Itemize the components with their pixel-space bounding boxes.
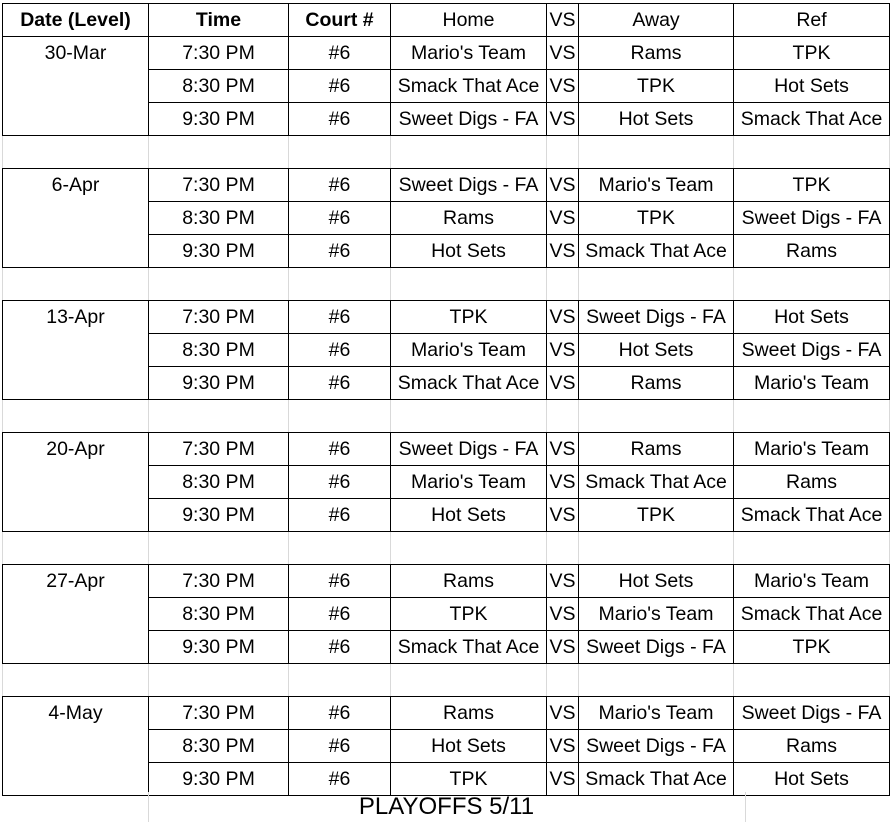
table-row — [3, 433, 890, 466]
home-cell: Sweet Digs - FA — [391, 169, 547, 202]
table-row — [3, 631, 890, 664]
vs-cell: VS — [547, 763, 579, 796]
table-row — [3, 466, 890, 499]
spacer-row — [3, 664, 890, 697]
home-cell: Smack That Ace — [391, 631, 547, 664]
time-cell: 8:30 PM — [149, 598, 289, 631]
spacer-cell — [391, 400, 547, 433]
home-cell: Mario's Team — [391, 334, 547, 367]
vs-cell: VS — [547, 334, 579, 367]
spacer-cell — [547, 664, 579, 697]
vs-cell: VS — [547, 367, 579, 400]
away-cell: Mario's Team — [579, 598, 734, 631]
court-cell: #6 — [289, 466, 391, 499]
date-cell — [3, 598, 149, 631]
spacer-cell — [579, 268, 734, 301]
ref-cell: Smack That Ace — [734, 103, 890, 136]
court-cell: #6 — [289, 334, 391, 367]
date-cell — [3, 70, 149, 103]
header-ref: Ref — [734, 4, 890, 37]
spacer-cell — [289, 400, 391, 433]
schedule-table — [2, 3, 890, 796]
spacer-cell — [3, 268, 149, 301]
ref-cell: Mario's Team — [734, 565, 890, 598]
away-cell: TPK — [579, 499, 734, 532]
time-cell: 7:30 PM — [149, 37, 289, 70]
away-cell: Smack That Ace — [579, 235, 734, 268]
home-cell: Rams — [391, 697, 547, 730]
court-cell: #6 — [289, 70, 391, 103]
home-cell: Hot Sets — [391, 730, 547, 763]
spacer-row — [3, 532, 890, 565]
away-cell: Smack That Ace — [579, 466, 734, 499]
away-cell: Rams — [579, 37, 734, 70]
court-cell: #6 — [289, 598, 391, 631]
ref-cell: Mario's Team — [734, 367, 890, 400]
time-cell: 9:30 PM — [149, 631, 289, 664]
spacer-cell — [579, 664, 734, 697]
spacer-cell — [149, 532, 289, 565]
court-cell: #6 — [289, 103, 391, 136]
spacer-cell — [289, 532, 391, 565]
vs-cell: VS — [547, 169, 579, 202]
table-row — [3, 697, 890, 730]
spacer-row — [3, 136, 890, 169]
table-row — [3, 103, 890, 136]
home-cell: Smack That Ace — [391, 367, 547, 400]
date-cell: 4-May — [3, 697, 149, 730]
time-cell: 9:30 PM — [149, 367, 289, 400]
table-row — [3, 70, 890, 103]
spacer-cell — [579, 532, 734, 565]
date-cell — [3, 763, 149, 796]
time-cell: 9:30 PM — [149, 499, 289, 532]
date-cell: 20-Apr — [3, 433, 149, 466]
date-cell: 30-Mar — [3, 37, 149, 70]
ref-cell: TPK — [734, 631, 890, 664]
table-row — [3, 499, 890, 532]
spacer-cell — [734, 532, 890, 565]
spacer-cell — [547, 268, 579, 301]
table-row — [3, 334, 890, 367]
away-cell: Rams — [579, 367, 734, 400]
court-cell: #6 — [289, 202, 391, 235]
spacer-cell — [289, 664, 391, 697]
time-cell: 9:30 PM — [149, 235, 289, 268]
spacer-cell — [734, 136, 890, 169]
home-cell: TPK — [391, 301, 547, 334]
home-cell: Mario's Team — [391, 466, 547, 499]
time-cell: 8:30 PM — [149, 334, 289, 367]
spacer-cell — [289, 268, 391, 301]
spacer-row — [3, 268, 890, 301]
date-cell — [3, 235, 149, 268]
header-away: Away — [579, 4, 734, 37]
table-row — [3, 169, 890, 202]
footer-row — [0, 792, 891, 822]
ref-cell: Rams — [734, 730, 890, 763]
table-row — [3, 763, 890, 796]
table-row — [3, 730, 890, 763]
spacer-cell — [579, 136, 734, 169]
home-cell: Smack That Ace — [391, 70, 547, 103]
ref-cell: Hot Sets — [734, 301, 890, 334]
vs-cell: VS — [547, 301, 579, 334]
home-cell: Rams — [391, 565, 547, 598]
ref-cell: Sweet Digs - FA — [734, 334, 890, 367]
time-cell: 8:30 PM — [149, 730, 289, 763]
spacer-cell — [149, 664, 289, 697]
vs-cell: VS — [547, 499, 579, 532]
time-cell: 7:30 PM — [149, 169, 289, 202]
court-cell: #6 — [289, 697, 391, 730]
home-cell: TPK — [391, 763, 547, 796]
table-row — [3, 367, 890, 400]
date-cell — [3, 334, 149, 367]
spacer-cell — [289, 136, 391, 169]
home-cell: Sweet Digs - FA — [391, 103, 547, 136]
away-cell: Sweet Digs - FA — [579, 730, 734, 763]
spacer-cell — [149, 136, 289, 169]
away-cell: Mario's Team — [579, 169, 734, 202]
vs-cell: VS — [547, 697, 579, 730]
court-cell: #6 — [289, 433, 391, 466]
home-cell: Sweet Digs - FA — [391, 433, 547, 466]
ref-cell: Sweet Digs - FA — [734, 697, 890, 730]
away-cell: Sweet Digs - FA — [579, 631, 734, 664]
header-vs: VS — [547, 4, 579, 37]
ref-cell: Rams — [734, 235, 890, 268]
vs-cell: VS — [547, 565, 579, 598]
spacer-cell — [547, 532, 579, 565]
spacer-cell — [734, 400, 890, 433]
home-cell: Hot Sets — [391, 235, 547, 268]
vs-cell: VS — [547, 103, 579, 136]
spacer-cell — [579, 400, 734, 433]
vs-cell: VS — [547, 466, 579, 499]
spacer-cell — [3, 136, 149, 169]
vs-cell: VS — [547, 70, 579, 103]
court-cell: #6 — [289, 235, 391, 268]
ref-cell: TPK — [734, 169, 890, 202]
table-row — [3, 301, 890, 334]
home-cell: TPK — [391, 598, 547, 631]
header-home: Home — [391, 4, 547, 37]
ref-cell: Hot Sets — [734, 763, 890, 796]
spacer-row — [3, 400, 890, 433]
spacer-cell — [547, 400, 579, 433]
schedule-body — [3, 37, 890, 796]
court-cell: #6 — [289, 499, 391, 532]
away-cell: TPK — [579, 70, 734, 103]
home-cell: Hot Sets — [391, 499, 547, 532]
date-cell: 6-Apr — [3, 169, 149, 202]
ref-cell: Hot Sets — [734, 70, 890, 103]
date-cell: 13-Apr — [3, 301, 149, 334]
time-cell: 7:30 PM — [149, 565, 289, 598]
header-time: Time — [149, 4, 289, 37]
vs-cell: VS — [547, 235, 579, 268]
away-cell: Sweet Digs - FA — [579, 301, 734, 334]
ref-cell: TPK — [734, 37, 890, 70]
table-row — [3, 565, 890, 598]
spacer-cell — [391, 268, 547, 301]
footer-gridline — [745, 792, 746, 822]
date-cell — [3, 730, 149, 763]
date-cell — [3, 367, 149, 400]
ref-cell: Rams — [734, 466, 890, 499]
ref-cell: Mario's Team — [734, 433, 890, 466]
vs-cell: VS — [547, 433, 579, 466]
vs-cell: VS — [547, 202, 579, 235]
header-court: Court # — [289, 4, 391, 37]
spacer-cell — [3, 400, 149, 433]
spacer-cell — [391, 532, 547, 565]
vs-cell: VS — [547, 730, 579, 763]
away-cell: TPK — [579, 202, 734, 235]
time-cell: 7:30 PM — [149, 433, 289, 466]
date-cell — [3, 466, 149, 499]
away-cell: Smack That Ace — [579, 763, 734, 796]
court-cell: #6 — [289, 37, 391, 70]
table-row — [3, 37, 890, 70]
ref-cell: Smack That Ace — [734, 598, 890, 631]
ref-cell: Smack That Ace — [734, 499, 890, 532]
vs-cell: VS — [547, 37, 579, 70]
table-row — [3, 235, 890, 268]
date-cell — [3, 202, 149, 235]
spacer-cell — [149, 268, 289, 301]
court-cell: #6 — [289, 565, 391, 598]
spacer-cell — [3, 532, 149, 565]
time-cell: 9:30 PM — [149, 103, 289, 136]
time-cell: 8:30 PM — [149, 70, 289, 103]
court-cell: #6 — [289, 730, 391, 763]
table-row — [3, 202, 890, 235]
date-cell — [3, 103, 149, 136]
away-cell: Hot Sets — [579, 565, 734, 598]
court-cell: #6 — [289, 631, 391, 664]
header-row — [3, 4, 890, 37]
court-cell: #6 — [289, 301, 391, 334]
spacer-cell — [391, 136, 547, 169]
time-cell: 8:30 PM — [149, 202, 289, 235]
ref-cell: Sweet Digs - FA — [734, 202, 890, 235]
date-cell: 27-Apr — [3, 565, 149, 598]
header-date: Date (Level) — [3, 4, 149, 37]
spacer-cell — [547, 136, 579, 169]
spacer-cell — [149, 400, 289, 433]
playoffs-note: PLAYOFFS 5/11 — [358, 793, 535, 820]
time-cell: 7:30 PM — [149, 697, 289, 730]
vs-cell: VS — [547, 598, 579, 631]
date-cell — [3, 499, 149, 532]
spacer-cell — [3, 664, 149, 697]
spacer-cell — [734, 268, 890, 301]
away-cell: Hot Sets — [579, 334, 734, 367]
away-cell: Mario's Team — [579, 697, 734, 730]
time-cell: 9:30 PM — [149, 763, 289, 796]
away-cell: Rams — [579, 433, 734, 466]
time-cell: 7:30 PM — [149, 301, 289, 334]
table-row — [3, 598, 890, 631]
spacer-cell — [391, 664, 547, 697]
home-cell: Rams — [391, 202, 547, 235]
court-cell: #6 — [289, 367, 391, 400]
vs-cell: VS — [547, 631, 579, 664]
date-cell — [3, 631, 149, 664]
time-cell: 8:30 PM — [149, 466, 289, 499]
court-cell: #6 — [289, 169, 391, 202]
home-cell: Mario's Team — [391, 37, 547, 70]
spacer-cell — [734, 664, 890, 697]
court-cell: #6 — [289, 763, 391, 796]
away-cell: Hot Sets — [579, 103, 734, 136]
